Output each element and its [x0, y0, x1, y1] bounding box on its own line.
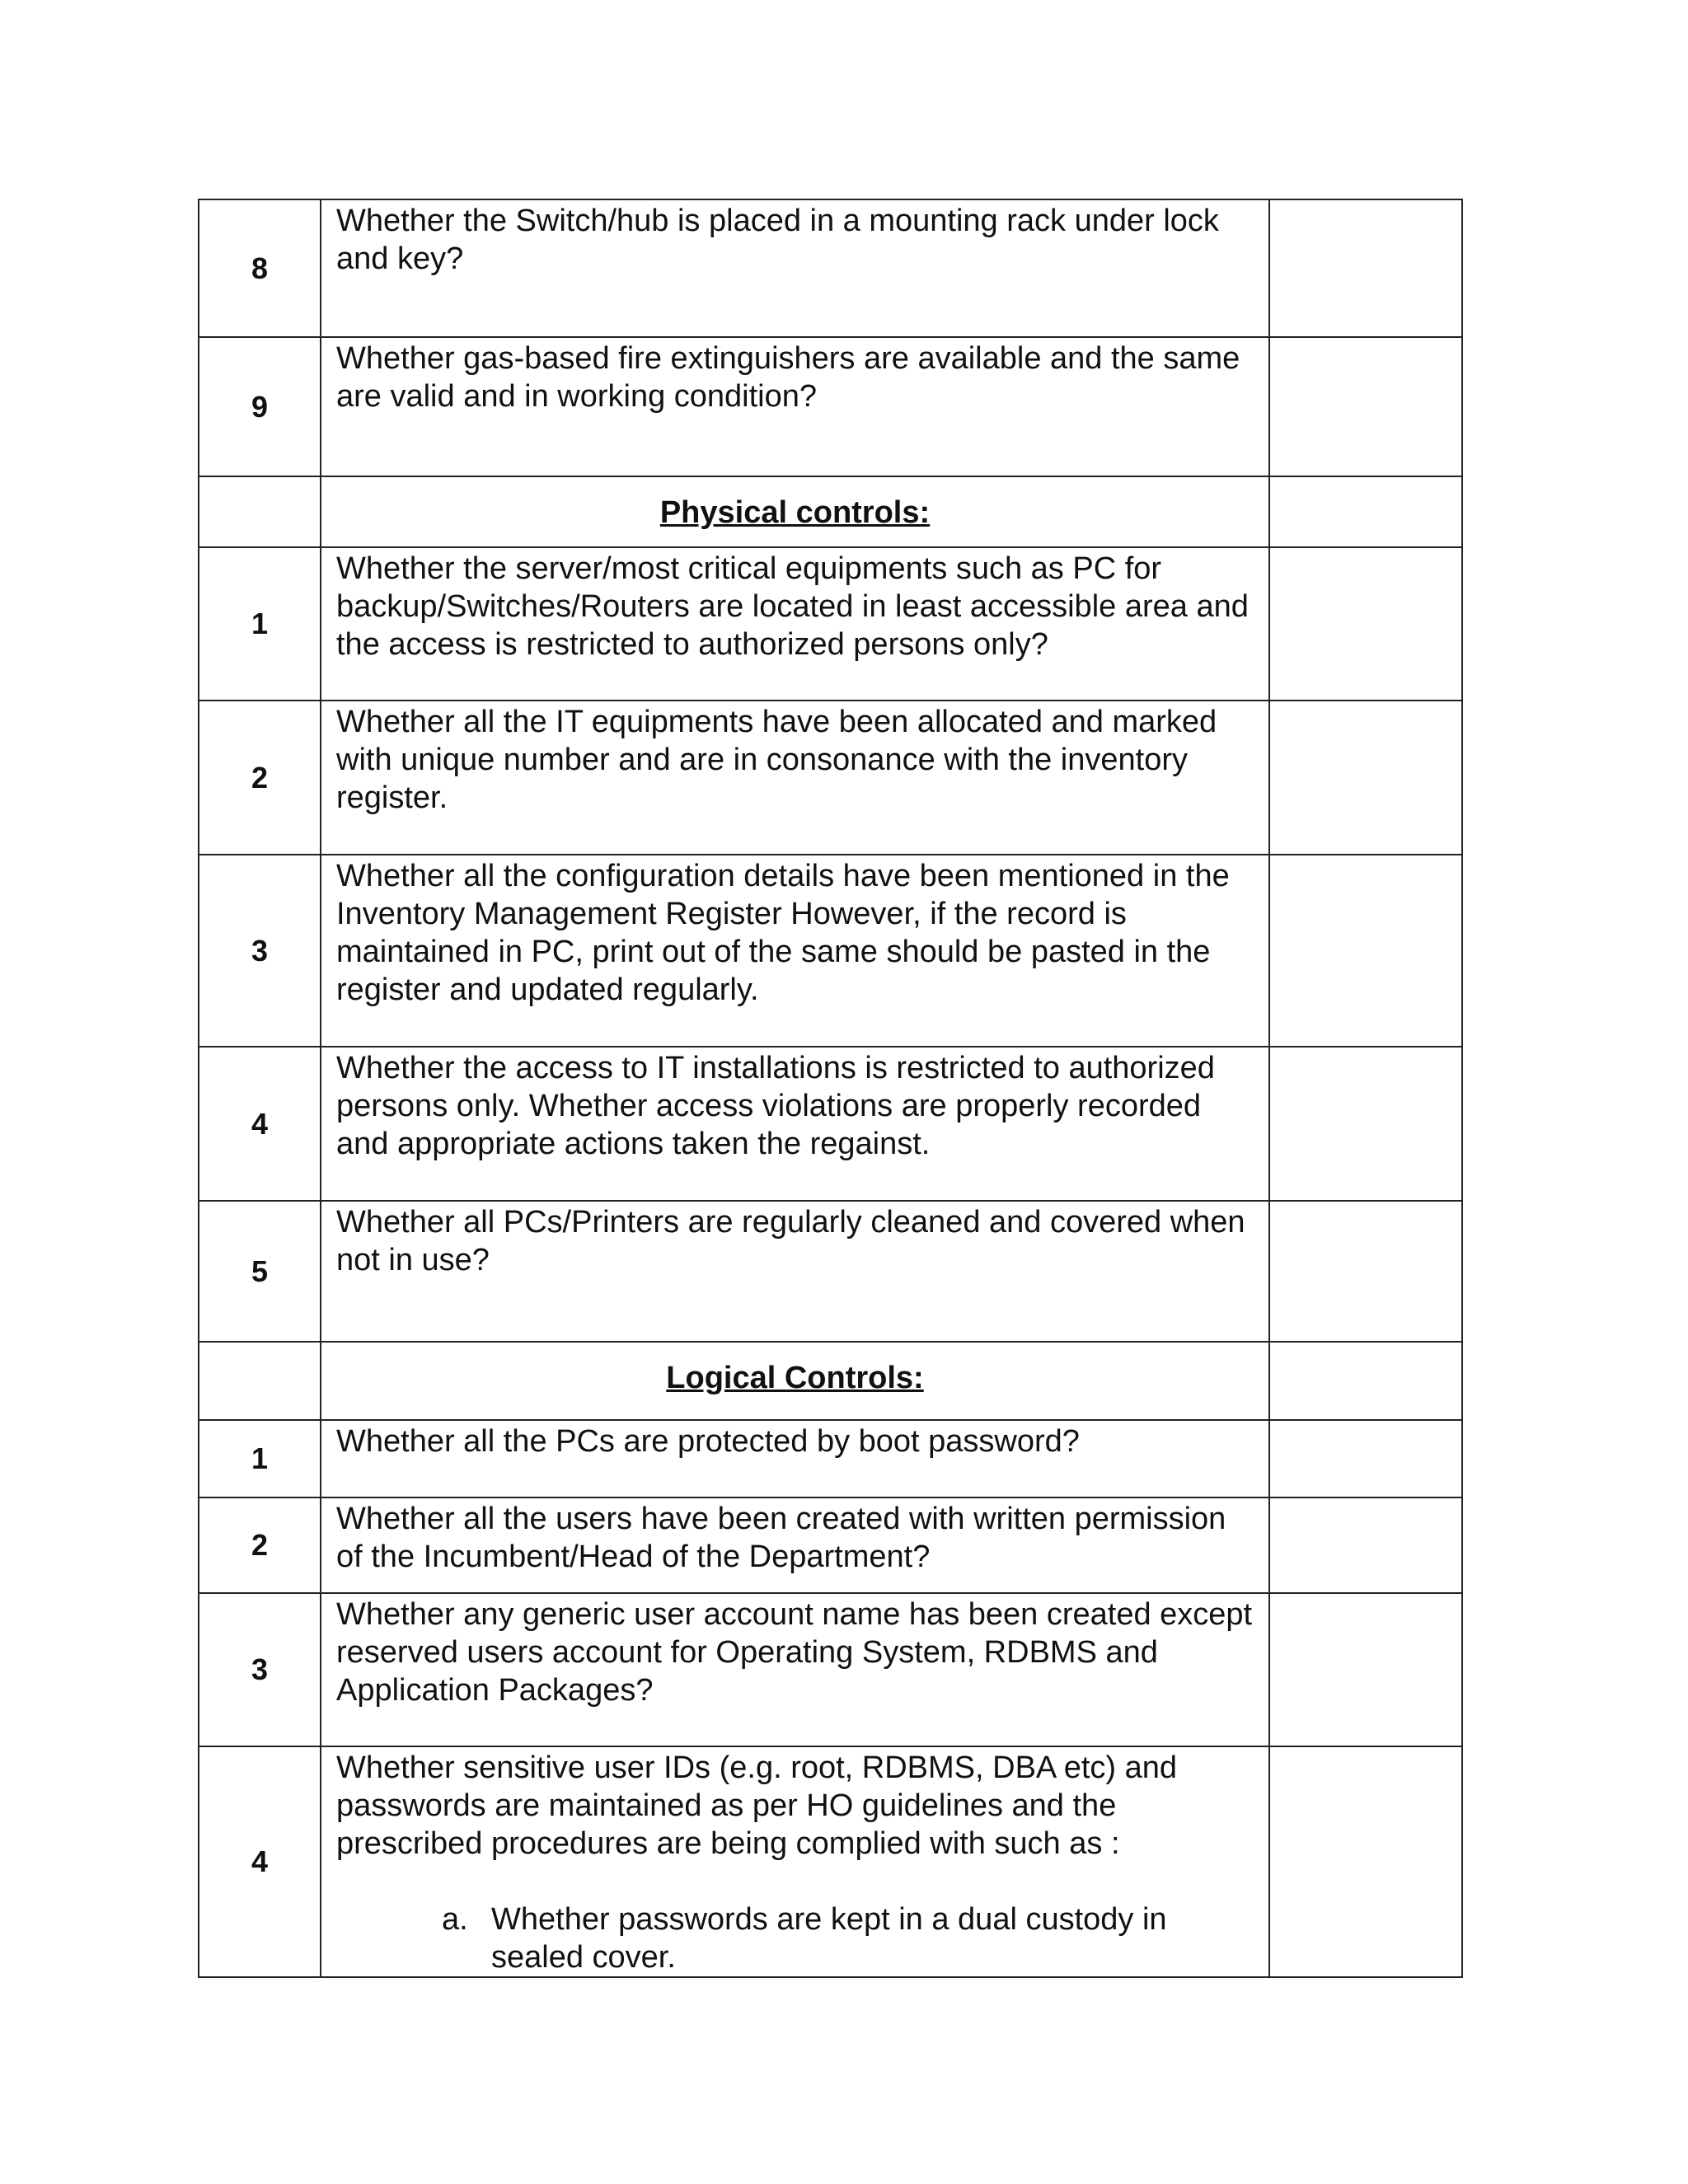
table-row: [199, 337, 1462, 476]
row-question: Whether all the PCs are protected by boot password?: [321, 1420, 1269, 1497]
section-row: [199, 1342, 1462, 1420]
response-cell[interactable]: [1269, 1047, 1462, 1201]
row-number: 5: [199, 1201, 321, 1342]
table-row: [199, 1497, 1462, 1593]
blank-cell: [199, 476, 321, 547]
table-row: [199, 199, 1462, 337]
sub-item-marker: a.: [442, 1902, 468, 1937]
table-row: [199, 1201, 1462, 1342]
section-heading-cell: [321, 476, 1269, 547]
table-row: [199, 1593, 1462, 1746]
response-cell[interactable]: [1269, 547, 1462, 701]
response-cell[interactable]: [1269, 1593, 1462, 1746]
response-cell[interactable]: [1269, 1420, 1462, 1497]
row-question: Whether all the configuration details have been mentioned in the Inventory Management Register However, if the record is maintained in PC, print out of the same should be pasted in the register and updated regularly.: [321, 855, 1269, 1047]
section-heading: Logical Controls:: [666, 1361, 924, 1395]
response-cell[interactable]: [1269, 199, 1462, 337]
row-number: 2: [199, 701, 321, 855]
response-cell[interactable]: [1269, 701, 1462, 855]
row-number: 8: [199, 199, 321, 337]
row-number: 2: [199, 1497, 321, 1593]
row-question: Whether any generic user account name has been created except reserved users account for Operating System, RDBMS and Application Packages?: [321, 1593, 1269, 1746]
table-row: [199, 1047, 1462, 1201]
row-question: Whether all the users have been created with written permission of the Incumbent/Head of the Department?: [321, 1497, 1269, 1593]
row-question: Whether the Switch/hub is placed in a mounting rack under lock and key?: [321, 199, 1269, 337]
section-heading: Physical controls:: [659, 495, 931, 530]
section-row: [199, 476, 1462, 547]
table-row: [199, 547, 1462, 701]
row-number: 4: [199, 1047, 321, 1201]
response-cell[interactable]: [1269, 1201, 1462, 1342]
row-question: Whether sensitive user IDs (e.g. root, RDBMS, DBA etc) and passwords are maintained as per HO guidelines and the prescribed procedures are being complied with such as :: [336, 1750, 1178, 1861]
checklist-table: [198, 199, 1463, 1978]
row-question: Whether the access to IT installations is restricted to authorized persons only. Whether access violations are properly recorded and appropriate actions taken the regainst.: [321, 1047, 1269, 1201]
row-number: 3: [199, 1593, 321, 1746]
row-question: Whether all the IT equipments have been allocated and marked with unique number and are in consonance with the inventory register.: [321, 701, 1269, 855]
response-cell[interactable]: [1269, 855, 1462, 1047]
response-cell[interactable]: [1269, 1746, 1462, 1977]
table-row: [199, 855, 1462, 1047]
table-row: [199, 1746, 1462, 1977]
row-question: Whether gas-based fire extinguishers are available and the same are valid and in working condition?: [321, 337, 1269, 476]
row-number: 4: [199, 1746, 321, 1977]
row-number: 1: [199, 1420, 321, 1497]
table-row: [199, 701, 1462, 855]
row-number: 1: [199, 547, 321, 701]
blank-cell: [1269, 1342, 1462, 1420]
row-number: 9: [199, 337, 321, 476]
section-heading-cell: [321, 1342, 1269, 1420]
sub-item-text: Whether passwords are kept in a dual custody in sealed cover.: [491, 1902, 1167, 1975]
row-question: Whether the server/most critical equipments such as PC for backup/Switches/Routers are located in least accessible area and the access is restricted to authorized persons only?: [321, 547, 1269, 701]
row-question-cell: [321, 1746, 1269, 1977]
row-number: 3: [199, 855, 321, 1047]
response-cell[interactable]: [1269, 1497, 1462, 1593]
blank-cell: [199, 1342, 321, 1420]
sub-item: [336, 1900, 1254, 1976]
table-row: [199, 1420, 1462, 1497]
response-cell[interactable]: [1269, 337, 1462, 476]
blank-cell: [1269, 476, 1462, 547]
row-question: Whether all PCs/Printers are regularly cleaned and covered when not in use?: [321, 1201, 1269, 1342]
